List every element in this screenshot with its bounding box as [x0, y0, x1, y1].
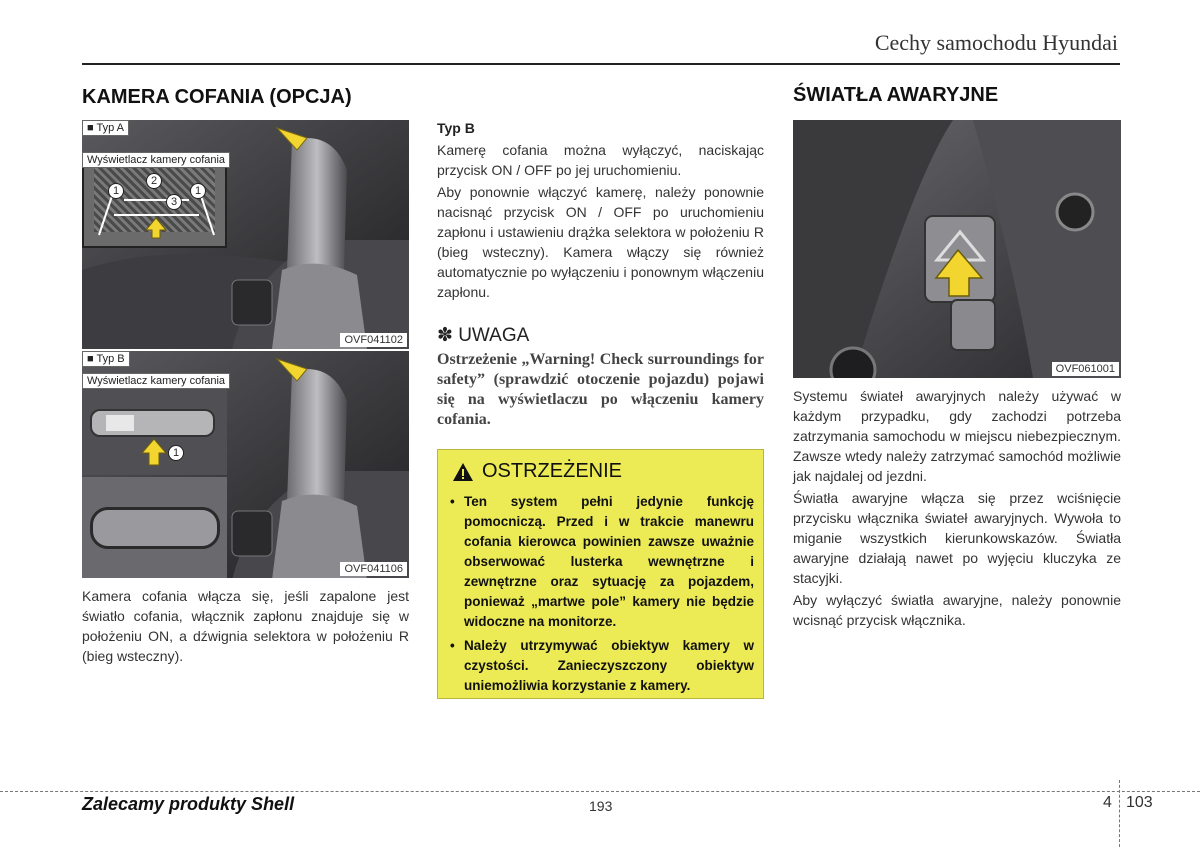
warning-title: OSTRZEŻENIE — [482, 460, 623, 482]
warning-item-text: Ten system pełni jedynie funkcję pomocniczą. Przed i w trakcie manewru cofania kierowca powinien zawsze uważnie obserwować lusterka wewnętrzne i zewnętrzne oraz sytuację za pojazdem, ponieważ „martwe pole” kamery nie będzie widoczne na monitorze. — [464, 494, 754, 629]
marker-1-right: 1 — [190, 183, 206, 199]
figure-type-a — [82, 120, 409, 349]
type-b-tag: ■ Typ B — [82, 351, 130, 367]
hazard-para-2: Światła awaryjne włącza się przez wciśnięcie przycisku włącznika świateł awaryjnych. Wywoła to miganie wszystkich kierunkowskazów. Światła awaryjne działają nawet po wyjęciu kluczyka ze stacyjki. — [793, 490, 1121, 586]
camera-display-label-b: Wyświetlacz kamery cofania — [82, 373, 230, 389]
figure-code-b: OVF041106 — [340, 562, 407, 576]
type-b-para-1: Kamerę cofania można wyłączyć, naciskając przycisk ON / OFF po jej uruchomieniu. — [437, 142, 764, 178]
bullet-icon: • — [450, 638, 455, 653]
hazard-para-1: Systemu świateł awaryjnych należy używać w każdym przypadku, gdy zachodzi potrzeba zatrzymania samochodu w miejscu niebezpiecznym. Zawsze wtedy należy zatrzymać samochód możliwie jak najdalej od jezdni. — [793, 388, 1121, 484]
figure-type-b — [82, 349, 409, 578]
figure-code-hazard: OVF061001 — [1052, 362, 1119, 376]
footer-page-number: 103 — [1126, 794, 1153, 811]
running-header: Cechy samochodu Hyundai — [874, 30, 1118, 55]
warning-item-text: Należy utrzymywać obiektyw kamery w czystości. Zanieczyszczony obiektyw uniemożliwia korzystanie z kamery. — [464, 638, 754, 693]
type-b-subhead: Typ B — [437, 120, 475, 136]
footer-chapter-number: 4 — [1103, 794, 1112, 811]
type-b-para-2: Aby ponownie włączyć kamerę, należy ponownie nacisnąć przycisk ON / OFF po uruchomieniu zapłonu i ustawieniu drążka selektora w położeniu R (bieg wsteczny). Kamera włączy się również automatycznie po wyłączeniu i ponownym włączeniu zapłonu. — [437, 184, 764, 300]
note-text: Ostrzeżenie „Warning! Check surroundings for safety” (sprawdzić otoczenie pojazdu) pojawi się na wyświetlaczu po włączeniu kamery cofania. — [437, 351, 764, 428]
section-heading-hazard: ŚWIATŁA AWARYJNE — [793, 84, 999, 106]
warning-item — [450, 636, 754, 696]
warning-box — [437, 449, 764, 699]
figure-code-a: OVF041102 — [340, 333, 407, 347]
camera-display-a — [82, 158, 227, 248]
marker-1-b: 1 — [168, 445, 184, 461]
warning-item — [450, 492, 754, 632]
section-heading-camera: KAMERA COFANIA (OPCJA) — [82, 86, 352, 108]
note-title: ✽ UWAGA — [437, 325, 530, 346]
camera-display-label-a: Wyświetlacz kamery cofania — [82, 152, 230, 168]
footer-slogan: Zalecamy produkty Shell — [82, 794, 295, 814]
marker-1-left: 1 — [108, 183, 124, 199]
hazard-para-3: Aby wyłączyć światła awaryjne, należy ponownie wcisnąć przycisk włącznika. — [793, 592, 1121, 628]
type-a-tag: ■ Typ A — [82, 120, 129, 136]
footer-rule — [0, 791, 1200, 792]
footer-sheet-number: 193 — [589, 798, 613, 814]
warning-triangle-icon — [452, 462, 474, 482]
camera-body-text: Kamera cofania włącza się, jeśli zapalone jest światło cofania, włącznik zapłonu znajduje się w położeniu ON, a dźwignia selektora w położeniu R (bieg wsteczny). — [82, 588, 409, 664]
bullet-icon: • — [450, 494, 455, 509]
arrow-b — [82, 387, 227, 475]
header-rule — [82, 63, 1120, 65]
marker-2: 2 — [146, 173, 162, 189]
hazard-switch-illustration — [793, 120, 1121, 378]
figure-hazard — [793, 120, 1121, 378]
mirror-area-b — [82, 387, 227, 475]
footer-divider — [1119, 780, 1120, 847]
warning-header — [452, 460, 622, 483]
type-b-paragraphs — [437, 140, 764, 304]
rearview-mirror-large — [90, 507, 220, 549]
marker-3: 3 — [166, 194, 182, 210]
hazard-paragraphs — [793, 386, 1121, 632]
mirror-closeup-b — [82, 477, 227, 578]
warning-list — [450, 492, 754, 700]
